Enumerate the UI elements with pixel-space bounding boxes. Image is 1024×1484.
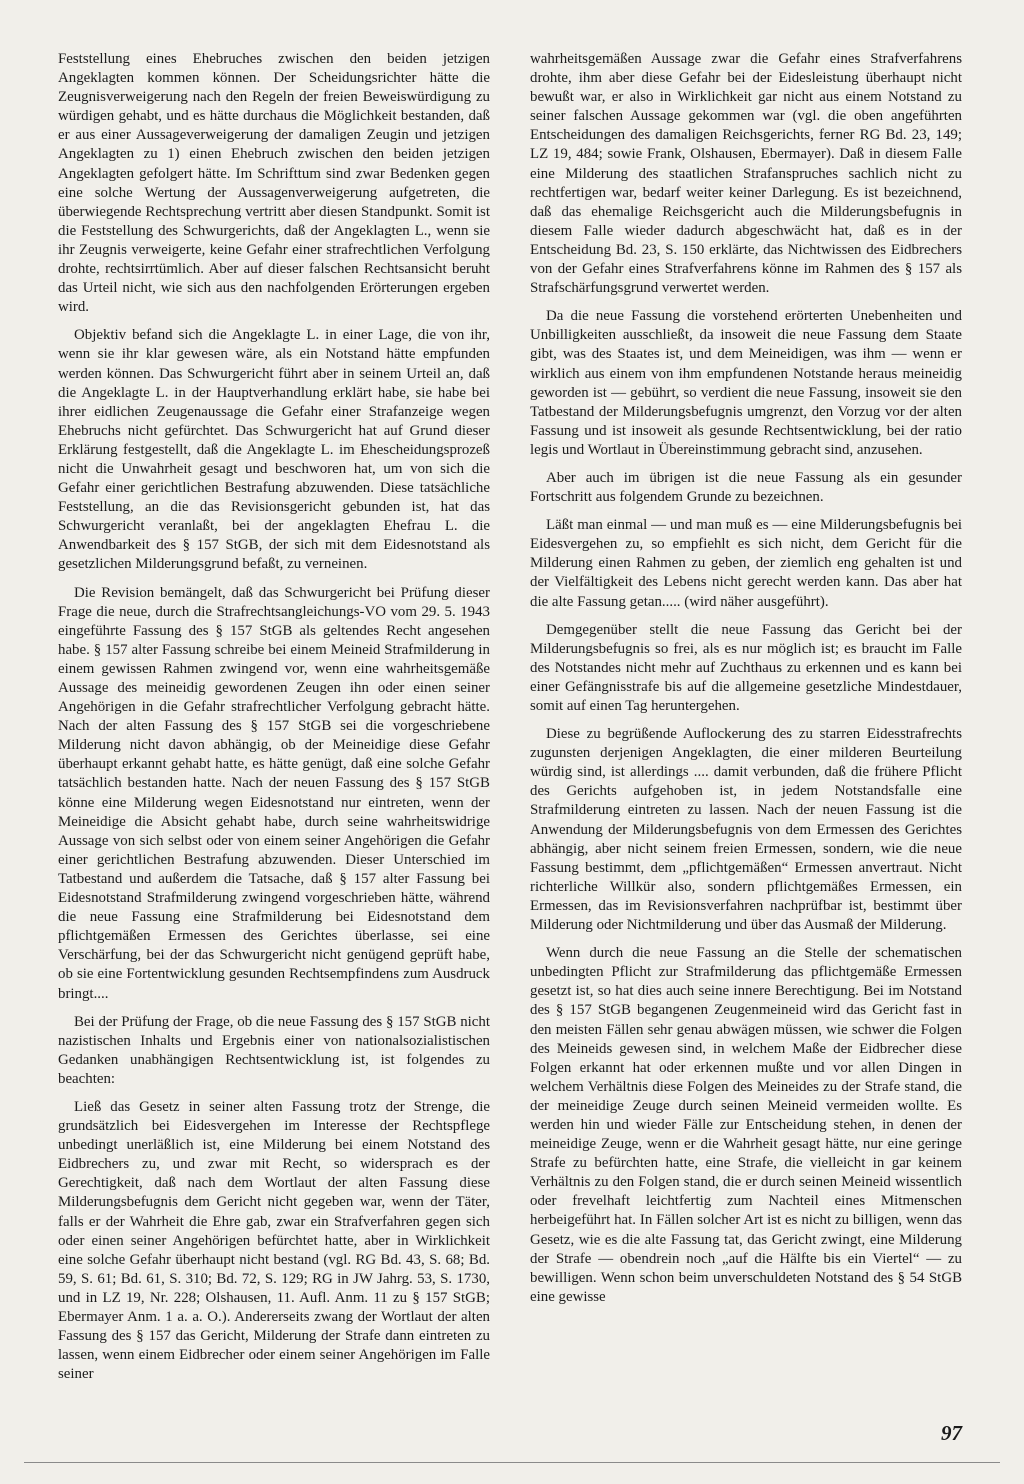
paragraph: Diese zu begrüßende Auflockerung des zu starren Eidesstrafrechts zugunsten derjenigen Angeklagten, die einer milderen Beurteilung würdig sind, ist allerdings .... damit verbunden, daß die frühere Pflicht des Gerichts aufgehoben ist, in jedem Notstandsfalle eine Strafmilderung eintreten zu lassen. Nach der neuen Fassung ist die Anwendung der Milderungsbefugnis von dem Ermessen des Gerichtes abhängig, aber nicht seinem freien Ermessen, sondern, wie die neue Fassung bestimmt, dem „pflichtgemäßen“ Ermessen anvertraut. Nicht richterliche Willkür also, sondern pflichtgemäßes Ermessen, ein Ermessen, das im Revisionsverfahren nachprüfbar ist, bestimmt über Milderung oder Nichtmilderung und über das Ausmaß der Milderung.	[530, 726, 962, 934]
page-number: 97	[941, 1421, 962, 1445]
paragraph: Wenn durch die neue Fassung an die Stelle der schematischen unbedingten Pflicht zur Strafmilderung das pflichtgemäße Ermessen gesetzt ist, so hat dies auch seine innere Berechtigung. Bei im Notstand des § 157 StGB begangenen Zeugenmeineid wird das Gericht fast in den meisten Fällen sehr genau abwägen müssen, wie schwer die Folgen des Meineids gewesen sind, in welchem Maße der Eidbrecher diese Folgen erkannt hat oder erkennen mußte und vor allen Dingen in welchem Verhältnis diese Folgen des Meineides zu der Strafe stand, die der meineidige Zeuge durch seinen Meineid vermeiden wollte. Es werden hin und wieder Fälle zur Entscheidung stehen, in denen der meineidige Zeuge, wenn er die Wahrheit gesagt hätte, nur eine geringe Strafe zu befürchten hatte, eine Strafe, die vielleicht in gar keinem Verhältnis zu den Folgen stand, die er durch seinen Meineid wissentlich oder frevelhaft leichtfertig zum Nachteil eines Mitmenschen herbeigeführt hat. In Fällen solcher Art ist es nicht zu billigen, wenn das Gesetz, wie es die alte Fassung tat, das Gericht zwingt, eine Milderung der Strafe — obendrein noch „auf die Hälfte bis ein Viertel“ — zu bewilligen. Wenn schon beim unverschuldeten Notstand des § 54 StGB eine gewisse	[530, 945, 962, 1305]
paragraph: Die Revision bemängelt, daß das Schwurgericht bei Prüfung dieser Frage die neue, durch die Strafrechtsangleichungs-VO vom 29. 5. 1943 eingeführte Fassung des § 157 StGB als geltendes Recht angesehen habe. § 157 alter Fassung schreibe bei einem Meineid Strafmilderung in einem gewissen Rahmen zwingend vor, wenn eine wahrheitsgemäße Aussage des meineidig gewordenen Zeugen ihn oder einen seiner Angehörigen in die Gefahr strafrechtlicher Verfolgung gebracht hätte. Nach der alten Fassung des § 157 StGB sei die vorgeschriebene Milderung nicht davon abhängig, ob der Meineidige diese Gefahr überhaupt erkannt gehabt hatte, es hätte genügt, daß eine solche Gefahr tatsächlich bestanden hatte. Nach der neuen Fassung des § 157 StGB könne eine Milderung wegen Eidesnotstand nur eintreten, wenn der Meineidige die Absicht gehabt habe, durch seine wahrheitswidrige Aussage von sich selbst oder von einem seiner Angehörigen die Gefahr einer gerichtlichen Bestrafung abzuwenden. Dieser Unterschied im Tatbestand und außerdem die Tatsache, daß § 157 alter Fassung bei Eidesnotstand Strafmilderung zwingend vorgeschrieben hätte, während die neue Fassung eine Strafmilderung bei Eidesnotstand dem pflichtgemäßen Ermessen des Gerichtes überlasse, sei eine Verschärfung, bei der das Schwurgericht nicht genügend geprüft habe, ob sie eine Fortentwicklung gesunden Rechtsempfindens zum Ausdruck bringt....	[58, 584, 490, 1002]
paragraph: Objektiv befand sich die Angeklagte L. in einer Lage, die von ihr, wenn sie ihr klar gewesen wäre, als ein Notstand hätte empfunden werden können. Das Schwurgericht führt aber in seinem Urteil an, daß die Angeklagte L. in der Hauptverhandlung erklärt habe, sie habe bei ihrer eidlichen Zeugenaussage die Gefahr einer Strafanzeige wegen Ehebruchs nicht gefürchtet. Das Schwurgericht hat auf Grund dieser Erklärung festgestellt, daß die Angeklagte L. im Ehescheidungsprozeß nicht die Unwahrheit gesagt und beschworen hat, um von sich die Gefahr einer gerichtlichen Bestrafung abzuwenden. Diese tatsächliche Feststellung, an die das Revisionsgericht gebunden ist, hat das Schwurgericht veranlaßt, bei der angeklagten Ehefrau L. die Anwendbarkeit des § 157 StGB, der sich mit dem Eidesnotstand als gesetzlichen Milderungsgrund befaßt, zu verneinen.	[58, 327, 490, 573]
paragraph: wahrheitsgemäßen Aussage zwar die Gefahr eines Strafverfahrens drohte, ihm aber diese Gefahr bei der Eidesleistung überhaupt nicht bewußt war, er also in Wirklichkeit gar nicht aus einem Notstand zu seiner falschen Aussage gekommen war (vgl. die oben angeführten Entscheidungen des damaligen Reichsgerichts, ferner RG Bd. 23, 149; LZ 19, 484; sowie Frank, Olshausen, Ebermayer). Daß in diesem Falle eine Milderung des staatlichen Strafanspruches sachlich nicht zu rechtfertigen war, bedarf weiter keiner Darlegung. Es ist bezeichnend, daß das ehemalige Reichsgericht auch die Milderungsbefugnis in diesem Falle wieder dadurch abgeschwächt hat, daß es in der Entscheidung Bd. 23, S. 150 erklärte, das Nichtwissen des Eidbrechers von der Gefahr eines Strafverfahrens könne im Rahmen des § 157 als Strafschärfungsgrund verwertet werden.	[530, 51, 962, 297]
paragraph: Läßt man einmal — und man muß es — eine Milderungsbefugnis bei Eidesvergehen zu, so empfiehlt es sich nicht, dem Gericht für die Milderung einen Rahmen zu geben, der ziemlich eng gehalten ist und der Vielfältigkeit des Lebens nicht gerecht werden kann. Das aber hat die alte Fassung getan..... (wird näher ausgeführt).	[530, 517, 962, 610]
bottom-rule	[24, 1462, 1000, 1463]
left-column	[58, 50, 490, 1393]
paragraph: Ließ das Gesetz in seiner alten Fassung trotz der Strenge, die grundsätzlich bei Eidesvergehen im Interesse der Rechtspflege unbedingt unerläßlich ist, eine Milderung bei einem Notstand des Eidbrechers zu, und zwar mit Recht, so widersprach es der Gerechtigkeit, daß nach dem Wortlaut der alten Fassung diese Milderungsbefugnis dem Gericht nicht gegeben war, wenn der Täter, falls er der Wahrheit die Ehre gab, zwar ein Strafverfahren gegen sich oder einen seiner Angehörigen befürchtet hatte, aber in Wirklichkeit eine solche Gefahr überhaupt nicht bestand (vgl. RG Bd. 43, S. 68; Bd. 59, S. 61; Bd. 61, S. 310; Bd. 72, S. 129; RG in JW Jahrg. 53, S. 1730, und in LZ 19, Nr. 228; Olshausen, 11. Aufl. Anm. 11 zu § 157 StGB; Ebermayer Anm. 1 a. a. O.). Andererseits zwang der Wortlaut der alten Fassung des § 157 das Gericht, Milderung der Strafe dann eintreten zu lassen, wenn einem Eidbrecher oder einem seiner Angehörigen im Falle seiner	[58, 1098, 490, 1383]
paragraph: Feststellung eines Ehebruches zwischen den beiden jetzigen Angeklagten kommen können. Der Scheidungsrichter hätte die Zeugnisverweigerung nach den Regeln der freien Beweiswürdigung zu würdigen gehabt, und es hätte durchaus die Möglichkeit bestanden, daß er aus einer Aussageverweigerung der damaligen Zeugin und jetzigen Angeklagten zu 1) einen Ehebruch zwischen den beiden jetzigen Angeklagten gefolgert hätte. Im Schrifttum sind zwar Bedenken gegen eine solche Wertung der Aussagenverweigerung aufgetreten, die überwiegende Rechtsprechung vertritt aber diesen Standpunkt. Somit ist die Feststellung des Schwurgerichts, daß der Angeklagten L., wenn sie ihr Zeugnis verweigerte, keine Gefahr einer strafrechtlichen Verfolgung drohte, rechtsirrtümlich. Aber auf dieser falschen Rechtsansicht beruht das Urteil nicht, wie sich aus den nachfolgenden Erörterungen ergeben wird.	[58, 51, 490, 316]
paragraph: Aber auch im übrigen ist die neue Fassung als ein gesunder Fortschritt aus folgendem Grunde zu bezeichnen.	[530, 469, 962, 506]
paragraph: Bei der Prüfung der Frage, ob die neue Fassung des § 157 StGB nicht nazistischen Inhalts und Ergebnis einer von nationalsozialistischen Gedanken unabhängigen Rechtsentwicklung ist, ist folgendes zu beachten:	[58, 1013, 490, 1087]
paragraph: Da die neue Fassung die vorstehend erörterten Unebenheiten und Unbilligkeiten ausschließt, da insoweit die neue Fassung dem Staate gibt, was des Staates ist, und dem Meineidigen, was ihm — wenn er wirklich aus einem von ihm empfundenen Notstande heraus meineidig geworden ist — gebührt, so verdient die neue Fassung, insoweit sie den Tatbestand der Milderungsbefugnis umgrenzt, den Vorzug vor der alten Fassung und ist insoweit als gesunde Rechtsentwicklung, bei der ratio legis und Wortlaut in Übereinstimmung gebracht sind, anzusehen.	[530, 308, 962, 458]
paragraph: Demgegenüber stellt die neue Fassung das Gericht bei der Milderungsbefugnis so frei, als es nur möglich ist; es braucht im Falle des Notstandes nicht mehr auf Zuchthaus zu erkennen und es kann bei einer Gefängnisstrafe bis auf die allgemeine gesetzliche Mindestdauer, somit auf einen Tag heruntergehen.	[530, 621, 962, 714]
right-column	[530, 50, 962, 1316]
